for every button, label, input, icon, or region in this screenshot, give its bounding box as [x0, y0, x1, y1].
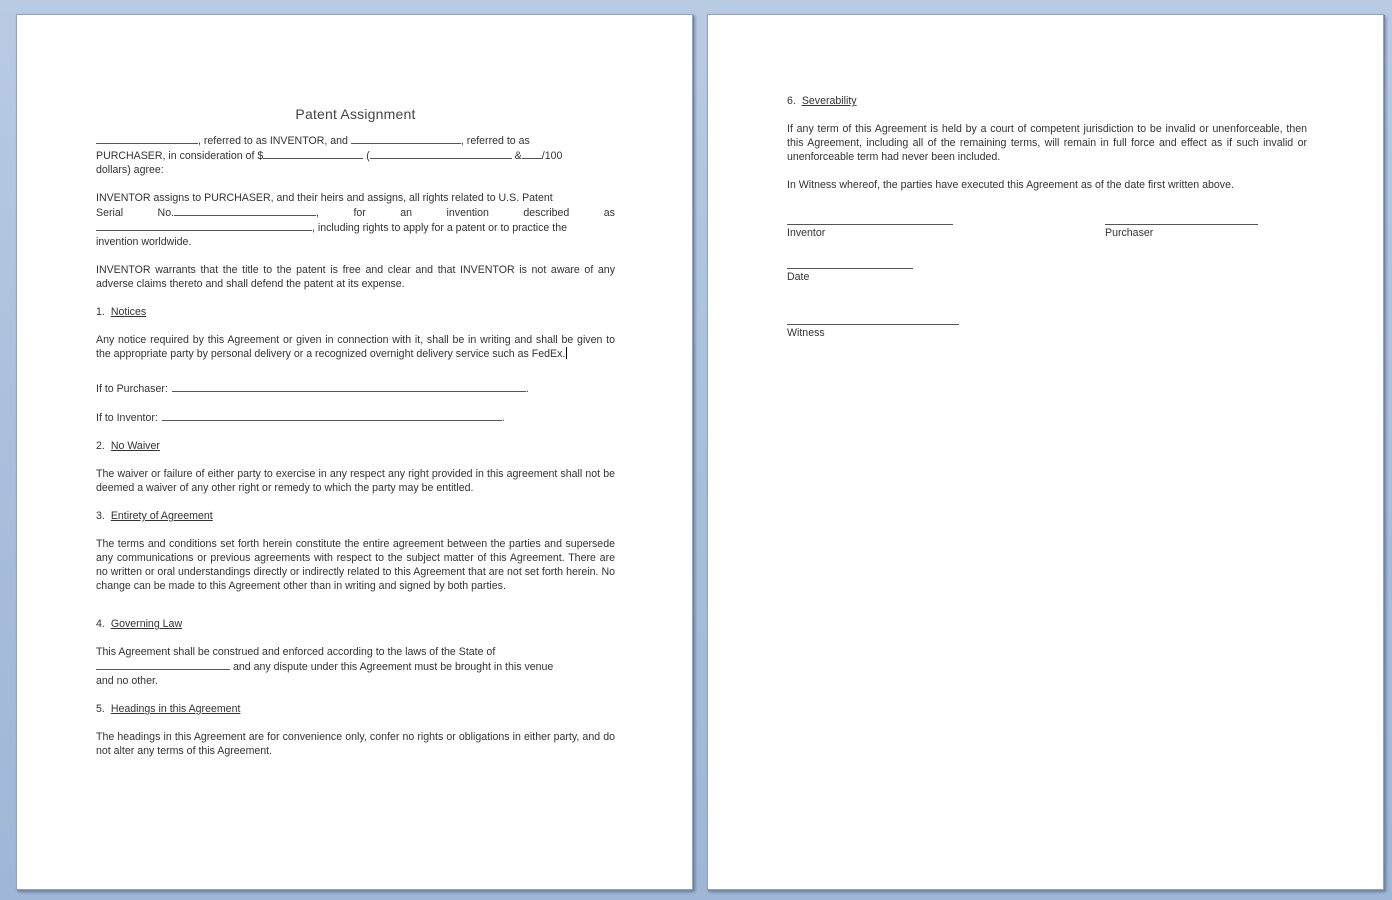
date-signature[interactable]: Date — [787, 256, 913, 284]
amount-blank — [263, 148, 363, 159]
intro-paragraph[interactable]: , referred to as INVENTOR, and , referred to as PURCHASER, in consideration of $ ( & /100 dollars) agree: — [96, 135, 563, 176]
assign-paragraph[interactable]: INVENTOR assigns to PURCHASER, and their heirs and assigns, all rights related to U.S. Patent Serial No. , for an invention described as , including rights to apply for a patent or to practice the invention worldwide. — [96, 192, 615, 248]
purchaser-address-blank — [172, 381, 526, 392]
inventor-name-blank — [96, 133, 198, 144]
document-title: Patent Assignment — [295, 106, 416, 122]
invention-description-blank — [96, 220, 312, 231]
section-3-heading: 3. Entirety of Agreement — [96, 510, 213, 522]
section-3-body[interactable]: The terms and conditions set forth herein constitute the entire agreement between the parties and supersede any communications or previous agreements with respect to the subject matter of this Agreement. There are no written or oral understandings directly or indirectly related to this Agreement that are not set forth herein. No change can be made to this Agreement other than in writing and signed by both parties. — [96, 538, 615, 592]
document-page-2[interactable] — [707, 14, 1384, 890]
cents-blank — [522, 148, 542, 159]
section-5-body[interactable]: The headings in this Agreement are for convenience only, confer no rights or obligations in either party, and do not alter any terms of this Agreement. — [96, 731, 615, 757]
signature-row-parties — [787, 212, 1307, 256]
section-1-body[interactable]: Any notice required by this Agreement or given in connection with it, shall be in writing and shall be given to the appropriate party by personal delivery or a recognized overnight delivery service such as FedEx. — [96, 334, 615, 360]
inventor-signature[interactable]: Inventor — [787, 212, 953, 240]
inventor-signature-line — [787, 212, 953, 225]
purchaser-address-line[interactable]: If to Purchaser: . — [96, 383, 529, 395]
section-4-body[interactable]: This Agreement shall be construed and enforced according to the laws of the State of and any dispute under this Agreement must be brought in this venue and no other. — [96, 646, 554, 687]
witness-signature[interactable]: Witness — [787, 312, 959, 340]
page-2-content[interactable] — [787, 94, 1307, 356]
purchaser-signature-line — [1105, 212, 1258, 225]
section-1-heading: 1. Notices — [96, 306, 147, 318]
section-6-heading: 6. Severability — [787, 95, 857, 107]
inventor-address-line[interactable]: If to Inventor: . — [96, 412, 505, 424]
state-blank — [96, 659, 230, 670]
document-page-1[interactable] — [16, 14, 693, 890]
signature-row-date — [787, 256, 1307, 312]
page-1-content[interactable] — [96, 107, 615, 772]
inventor-address-blank — [162, 410, 502, 421]
section-4-heading: 4. Governing Law — [96, 618, 183, 630]
purchaser-name-blank — [351, 133, 461, 144]
section-2-body[interactable]: The waiver or failure of either party to exercise in any respect any right provided in this agreement shall not be deemed a waiver of any other right or remedy to which the party may be entitled. — [96, 468, 615, 494]
witness-paragraph[interactable]: In Witness whereof, the parties have executed this Agreement as of the date first written above. — [787, 179, 1234, 191]
section-2-heading: 2. No Waiver — [96, 440, 160, 452]
signature-row-witness — [787, 312, 1307, 356]
purchaser-signature[interactable]: Purchaser — [1105, 212, 1258, 240]
section-5-heading: 5. Headings in this Agreement — [96, 703, 241, 715]
amount-words-blank — [370, 148, 512, 159]
section-6-body[interactable]: If any term of this Agreement is held by a court of competent jurisdiction to be invalid or unenforceable, then this Agreement, including all of the remaining terms, will remain in full force and effect as if such invalid or unenforceable term had never been included. — [787, 123, 1307, 163]
serial-number-blank — [174, 205, 316, 216]
witness-line — [787, 312, 959, 325]
warrant-paragraph[interactable]: INVENTOR warrants that the title to the patent is free and clear and that INVENTOR is not aware of any adverse claims thereto and shall defend the patent at its expense. — [96, 264, 615, 290]
text-cursor — [566, 347, 567, 359]
date-line — [787, 256, 913, 269]
